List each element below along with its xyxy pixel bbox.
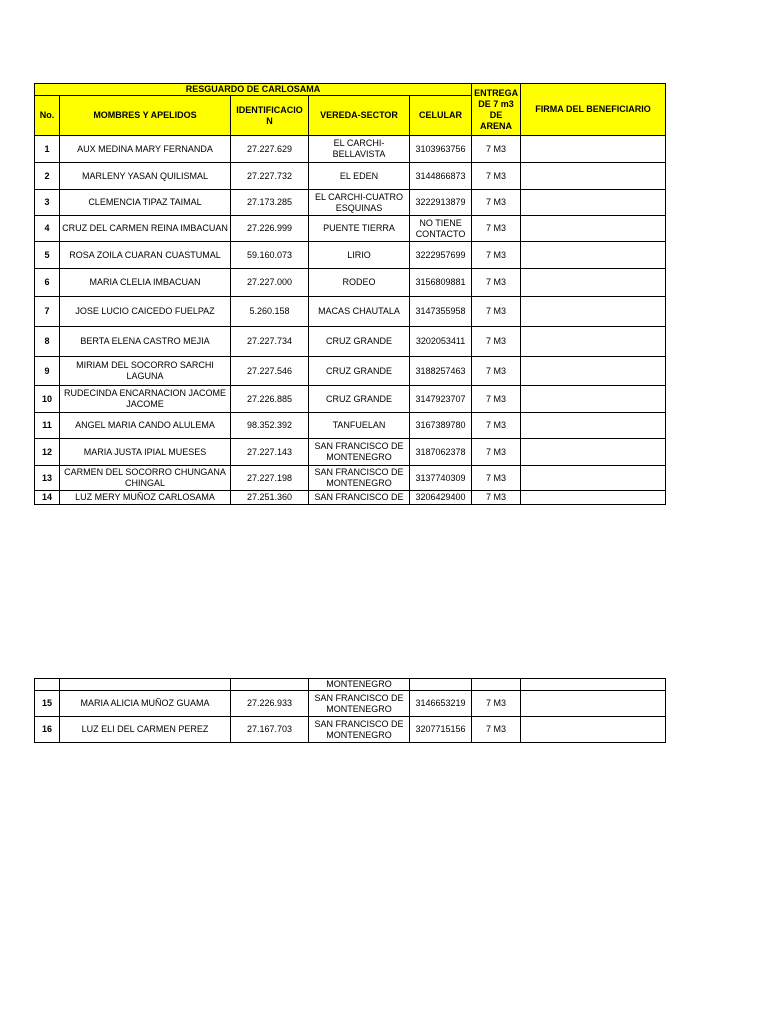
header-entrega: ENTREGA DE 7 m3 DE ARENA (472, 84, 521, 136)
row-name: MIRIAM DEL SOCORRO SARCHI LAGUNA (60, 357, 231, 386)
row-vereda: MONTENEGRO (309, 679, 410, 691)
row-number: 4 (35, 216, 60, 242)
row-name: MARIA ALICIA MUÑOZ GUAMA (60, 691, 231, 717)
table-row (35, 136, 666, 163)
row-name: ANGEL MARIA CANDO ALULEMA (60, 413, 231, 439)
row-celular: 3146653219 (410, 691, 472, 717)
row-firma (521, 327, 666, 357)
row-number: 12 (35, 439, 60, 466)
table-row (35, 691, 666, 717)
row-id: 59.160.073 (231, 242, 309, 269)
row-entrega: 7 M3 (472, 413, 521, 439)
row-name: LUZ MERY MUÑOZ CARLOSAMA (60, 491, 231, 505)
header-celular: CELULAR (410, 96, 472, 136)
row-celular: 3202053411 (410, 327, 472, 357)
row-vereda: RODEO (309, 269, 410, 297)
row-vereda: SAN FRANCISCO DE MONTENEGRO (309, 439, 410, 466)
row-vereda: TANFUELAN (309, 413, 410, 439)
header-firma: FIRMA DEL BENEFICIARIO (521, 84, 666, 136)
row-celular: 3156809881 (410, 269, 472, 297)
row-entrega (472, 679, 521, 691)
row-name: ROSA ZOILA CUARAN CUASTUMAL (60, 242, 231, 269)
table-row (35, 190, 666, 216)
row-celular: NO TIENE CONTACTO (410, 216, 472, 242)
row-name: LUZ ELI DEL CARMEN PEREZ (60, 717, 231, 743)
row-celular: 3188257463 (410, 357, 472, 386)
row-firma (521, 439, 666, 466)
row-number: 14 (35, 491, 60, 505)
row-id: 27.226.999 (231, 216, 309, 242)
row-vereda: SAN FRANCISCO DE MONTENEGRO (309, 717, 410, 743)
row-id: 27.227.143 (231, 439, 309, 466)
row-name: BERTA ELENA CASTRO MEJIA (60, 327, 231, 357)
row-vereda: CRUZ GRANDE (309, 357, 410, 386)
row-firma (521, 190, 666, 216)
header-vereda: VEREDA-SECTOR (309, 96, 410, 136)
row-vereda: SAN FRANCISCO DE MONTENEGRO (309, 466, 410, 491)
row-number (35, 679, 60, 691)
row-name: RUDECINDA ENCARNACION JACOME JACOME (60, 386, 231, 413)
row-vereda: SAN FRANCISCO DE MONTENEGRO (309, 691, 410, 717)
row-vereda: PUENTE TIERRA (309, 216, 410, 242)
row-entrega: 7 M3 (472, 297, 521, 327)
row-firma (521, 163, 666, 190)
row-firma (521, 413, 666, 439)
table-body (35, 136, 666, 505)
table-row (35, 491, 666, 505)
row-entrega: 7 M3 (472, 269, 521, 297)
table-row (35, 717, 666, 743)
table-body-continued (35, 679, 666, 743)
row-firma (521, 386, 666, 413)
row-id: 5.260.158 (231, 297, 309, 327)
table-row (35, 216, 666, 242)
row-id: 27.226.933 (231, 691, 309, 717)
row-firma (521, 297, 666, 327)
row-entrega: 7 M3 (472, 466, 521, 491)
row-entrega: 7 M3 (472, 327, 521, 357)
row-entrega: 7 M3 (472, 163, 521, 190)
row-entrega: 7 M3 (472, 491, 521, 505)
header-nombres: MOMBRES Y APELIDOS (60, 96, 231, 136)
header-identificacion: IDENTIFICACIO N (231, 96, 309, 136)
row-celular: 3103963756 (410, 136, 472, 163)
row-celular: 3137740309 (410, 466, 472, 491)
row-number: 2 (35, 163, 60, 190)
row-number: 13 (35, 466, 60, 491)
row-name (60, 679, 231, 691)
row-number: 7 (35, 297, 60, 327)
header-no: No. (35, 96, 60, 136)
row-name: CRUZ DEL CARMEN REINA IMBACUAN (60, 216, 231, 242)
row-number: 1 (35, 136, 60, 163)
row-celular: 3147355958 (410, 297, 472, 327)
row-vereda: EL CARCHI-CUATRO ESQUINAS (309, 190, 410, 216)
row-name: MARLENY YASAN QUILISMAL (60, 163, 231, 190)
beneficiary-table-continued (34, 678, 666, 743)
row-name: CARMEN DEL SOCORRO CHUNGANA CHINGAL (60, 466, 231, 491)
beneficiary-table (34, 83, 666, 505)
row-id: 27.226.885 (231, 386, 309, 413)
table-row (35, 297, 666, 327)
row-number: 15 (35, 691, 60, 717)
row-number: 10 (35, 386, 60, 413)
row-entrega: 7 M3 (472, 717, 521, 743)
row-name: AUX MEDINA MARY FERNANDA (60, 136, 231, 163)
row-id: 27.227.734 (231, 327, 309, 357)
row-id (231, 679, 309, 691)
row-firma (521, 466, 666, 491)
row-entrega: 7 M3 (472, 216, 521, 242)
row-vereda: CRUZ GRANDE (309, 327, 410, 357)
row-firma (521, 216, 666, 242)
row-celular: 3207715156 (410, 717, 472, 743)
row-number: 16 (35, 717, 60, 743)
row-firma (521, 136, 666, 163)
row-firma (521, 269, 666, 297)
row-id: 27.251.360 (231, 491, 309, 505)
row-number: 3 (35, 190, 60, 216)
row-vereda: SAN FRANCISCO DE (309, 491, 410, 505)
row-celular: 3144866873 (410, 163, 472, 190)
table-row (35, 413, 666, 439)
row-id: 27.227.732 (231, 163, 309, 190)
table-row (35, 386, 666, 413)
row-name: MARIA JUSTA IPIAL MUESES (60, 439, 231, 466)
table-row (35, 679, 666, 691)
row-number: 5 (35, 242, 60, 269)
group-title: RESGUARDO DE CARLOSAMA (35, 84, 472, 96)
row-id: 27.227.629 (231, 136, 309, 163)
row-firma (521, 242, 666, 269)
row-id: 27.227.546 (231, 357, 309, 386)
row-celular: 3222913879 (410, 190, 472, 216)
row-number: 8 (35, 327, 60, 357)
row-firma (521, 491, 666, 505)
table-row (35, 242, 666, 269)
row-number: 6 (35, 269, 60, 297)
table-row (35, 466, 666, 491)
row-entrega: 7 M3 (472, 691, 521, 717)
row-entrega: 7 M3 (472, 242, 521, 269)
row-name: MARIA CLELIA IMBACUAN (60, 269, 231, 297)
row-name: JOSE LUCIO CAICEDO FUELPAZ (60, 297, 231, 327)
row-id: 27.227.198 (231, 466, 309, 491)
row-entrega: 7 M3 (472, 357, 521, 386)
row-number: 9 (35, 357, 60, 386)
row-celular: 3167389780 (410, 413, 472, 439)
table-row (35, 163, 666, 190)
row-entrega: 7 M3 (472, 439, 521, 466)
table-row (35, 357, 666, 386)
row-firma (521, 691, 666, 717)
row-celular: 3206429400 (410, 491, 472, 505)
row-vereda: EL EDEN (309, 163, 410, 190)
row-id: 27.167.703 (231, 717, 309, 743)
row-celular: 3147923707 (410, 386, 472, 413)
row-firma (521, 357, 666, 386)
row-entrega: 7 M3 (472, 136, 521, 163)
row-celular: 3187062378 (410, 439, 472, 466)
row-celular: 3222957699 (410, 242, 472, 269)
table-row (35, 439, 666, 466)
row-name: CLEMENCIA TIPAZ TAIMAL (60, 190, 231, 216)
row-firma (521, 717, 666, 743)
row-entrega: 7 M3 (472, 190, 521, 216)
table-row (35, 327, 666, 357)
table-row (35, 269, 666, 297)
row-vereda: CRUZ GRANDE (309, 386, 410, 413)
row-celular (410, 679, 472, 691)
row-entrega: 7 M3 (472, 386, 521, 413)
row-id: 27.227.000 (231, 269, 309, 297)
row-vereda: MACAS CHAUTALA (309, 297, 410, 327)
row-vereda: LIRIO (309, 242, 410, 269)
row-id: 98.352.392 (231, 413, 309, 439)
row-vereda: EL CARCHI- BELLAVISTA (309, 136, 410, 163)
row-number: 11 (35, 413, 60, 439)
row-firma (521, 679, 666, 691)
row-id: 27.173.285 (231, 190, 309, 216)
